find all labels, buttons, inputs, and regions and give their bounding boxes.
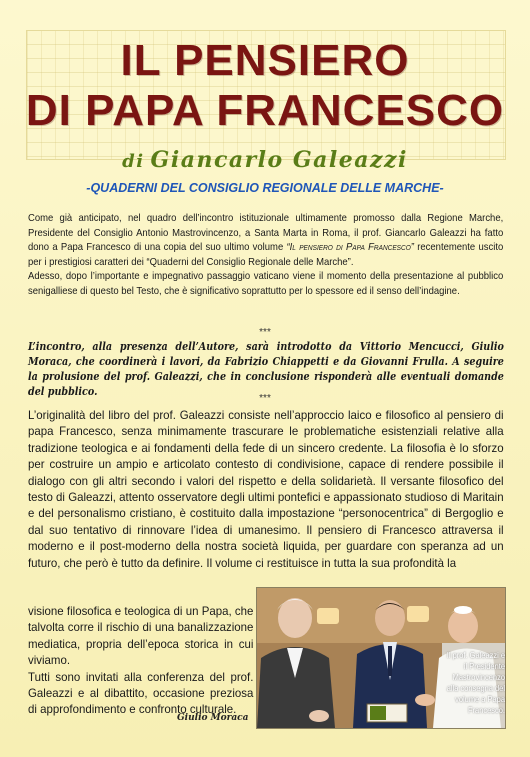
- photo-caption: Il prof. Galeazzi e il Presidente Mastrovincenzo alla consegna del volume a Papa Francesco.: [446, 650, 505, 715]
- intro-paragraph-2: Adesso, dopo l’importante e impegnativo passaggio vaticano viene il momento della presentazione al pubblico senigalliese di questo bel Testo, che è significativo soprattutto per lo spessore ed il senso dell’indagine.: [28, 271, 504, 297]
- book-title: “Il pensiero di Papa Francesco”: [286, 242, 414, 254]
- invitation-paragraph: Tutti sono invitati alla conferenza del prof. Galeazzi e al dibattito, occasione preziosa di approfondimento e confronto culturale.: [28, 669, 254, 717]
- intro-text-part: recentemente uscito per i prestigiosi caratteri dei “Quaderni del Consiglio Regionale delle Marche”.: [28, 242, 504, 268]
- event-announcement: L’incontro, alla presenza dell’Autore, sarà introdotto da Vittorio Mencucci, Giulio Moraca, che coordinerà i lavori, da Fabrizio Chiappetti e da Giovanni Frulla. A seguire la prolusione del prof. Galeazzi, che in conclusione risponderà alle eventuali domande del pubblico.: [28, 340, 504, 398]
- article-body-column: [28, 603, 253, 718]
- page-title-line-1: IL PENSIERO: [120, 36, 410, 85]
- author-prefix: di: [122, 151, 145, 172]
- separator-1: ***: [259, 327, 271, 338]
- signature: Giulio Moraca: [177, 713, 249, 723]
- article-body: L’originalità del libro del prof. Galeazzi consiste nell’approccio laico e filosofico al pensiero di papa Francesco, senza minimamente trascurare le problematiche esistenziali relative alla tradizione teologica e ai fondamenti della fede di un sincero credente. La filosofia è lo sforzo per costruire un ampio e articolato contesto di condivisione, capace di rendere possibile il dialogo con gli altri secondo i valori del rispetto e della solidarietà. Il versante filosofico del testo di Galeazzi, attento osservatore degli ultimi pontefici e appassionato studioso di Maritain e del personalismo cristiano, è costituito dalla impostazione “personocentrica” di Bergoglio e dal suo tentativo di rinnovare l’idea di umanesimo. Il pensiero di Francesco attraversa il moderno e il post-moderno della nostra società liquida, per guardare con speranza ad un futuro, che però è tutto da definire. Il volume ci restituisce in tutta la sua profondità la: [28, 408, 504, 570]
- separator-2: ***: [259, 393, 271, 404]
- series-subtitle: -QUADERNI DEL CONSIGLIO REGIONALE DELLE MARCHE-: [86, 181, 444, 195]
- author-name: Giancarlo Galeazzi: [150, 147, 408, 173]
- intro-text: [28, 212, 503, 300]
- intro-text-part: Come già anticipato, nel quadro dell’incontro istituzionale ultimamente promosso dalla Regione Marche, Presidente del Consiglio Antonio Mastrovincenzo, a Santa Marta in Roma, il prof. Giancarlo Galeazzi ha fatto dono a Papa Francesco di una copia del suo ultimo volume: [28, 213, 504, 254]
- article-body-continued: visione filosofica e teologica di un Papa, che talvolta corre il rischio di una banalizzazione mediatica, propria dell’epoca storica in cui viviamo.: [28, 604, 254, 668]
- intro-paragraph-1: [28, 212, 503, 270]
- page-title-line-2: DI PAPA FRANCESCO: [25, 86, 505, 135]
- author-byline: [0, 147, 530, 173]
